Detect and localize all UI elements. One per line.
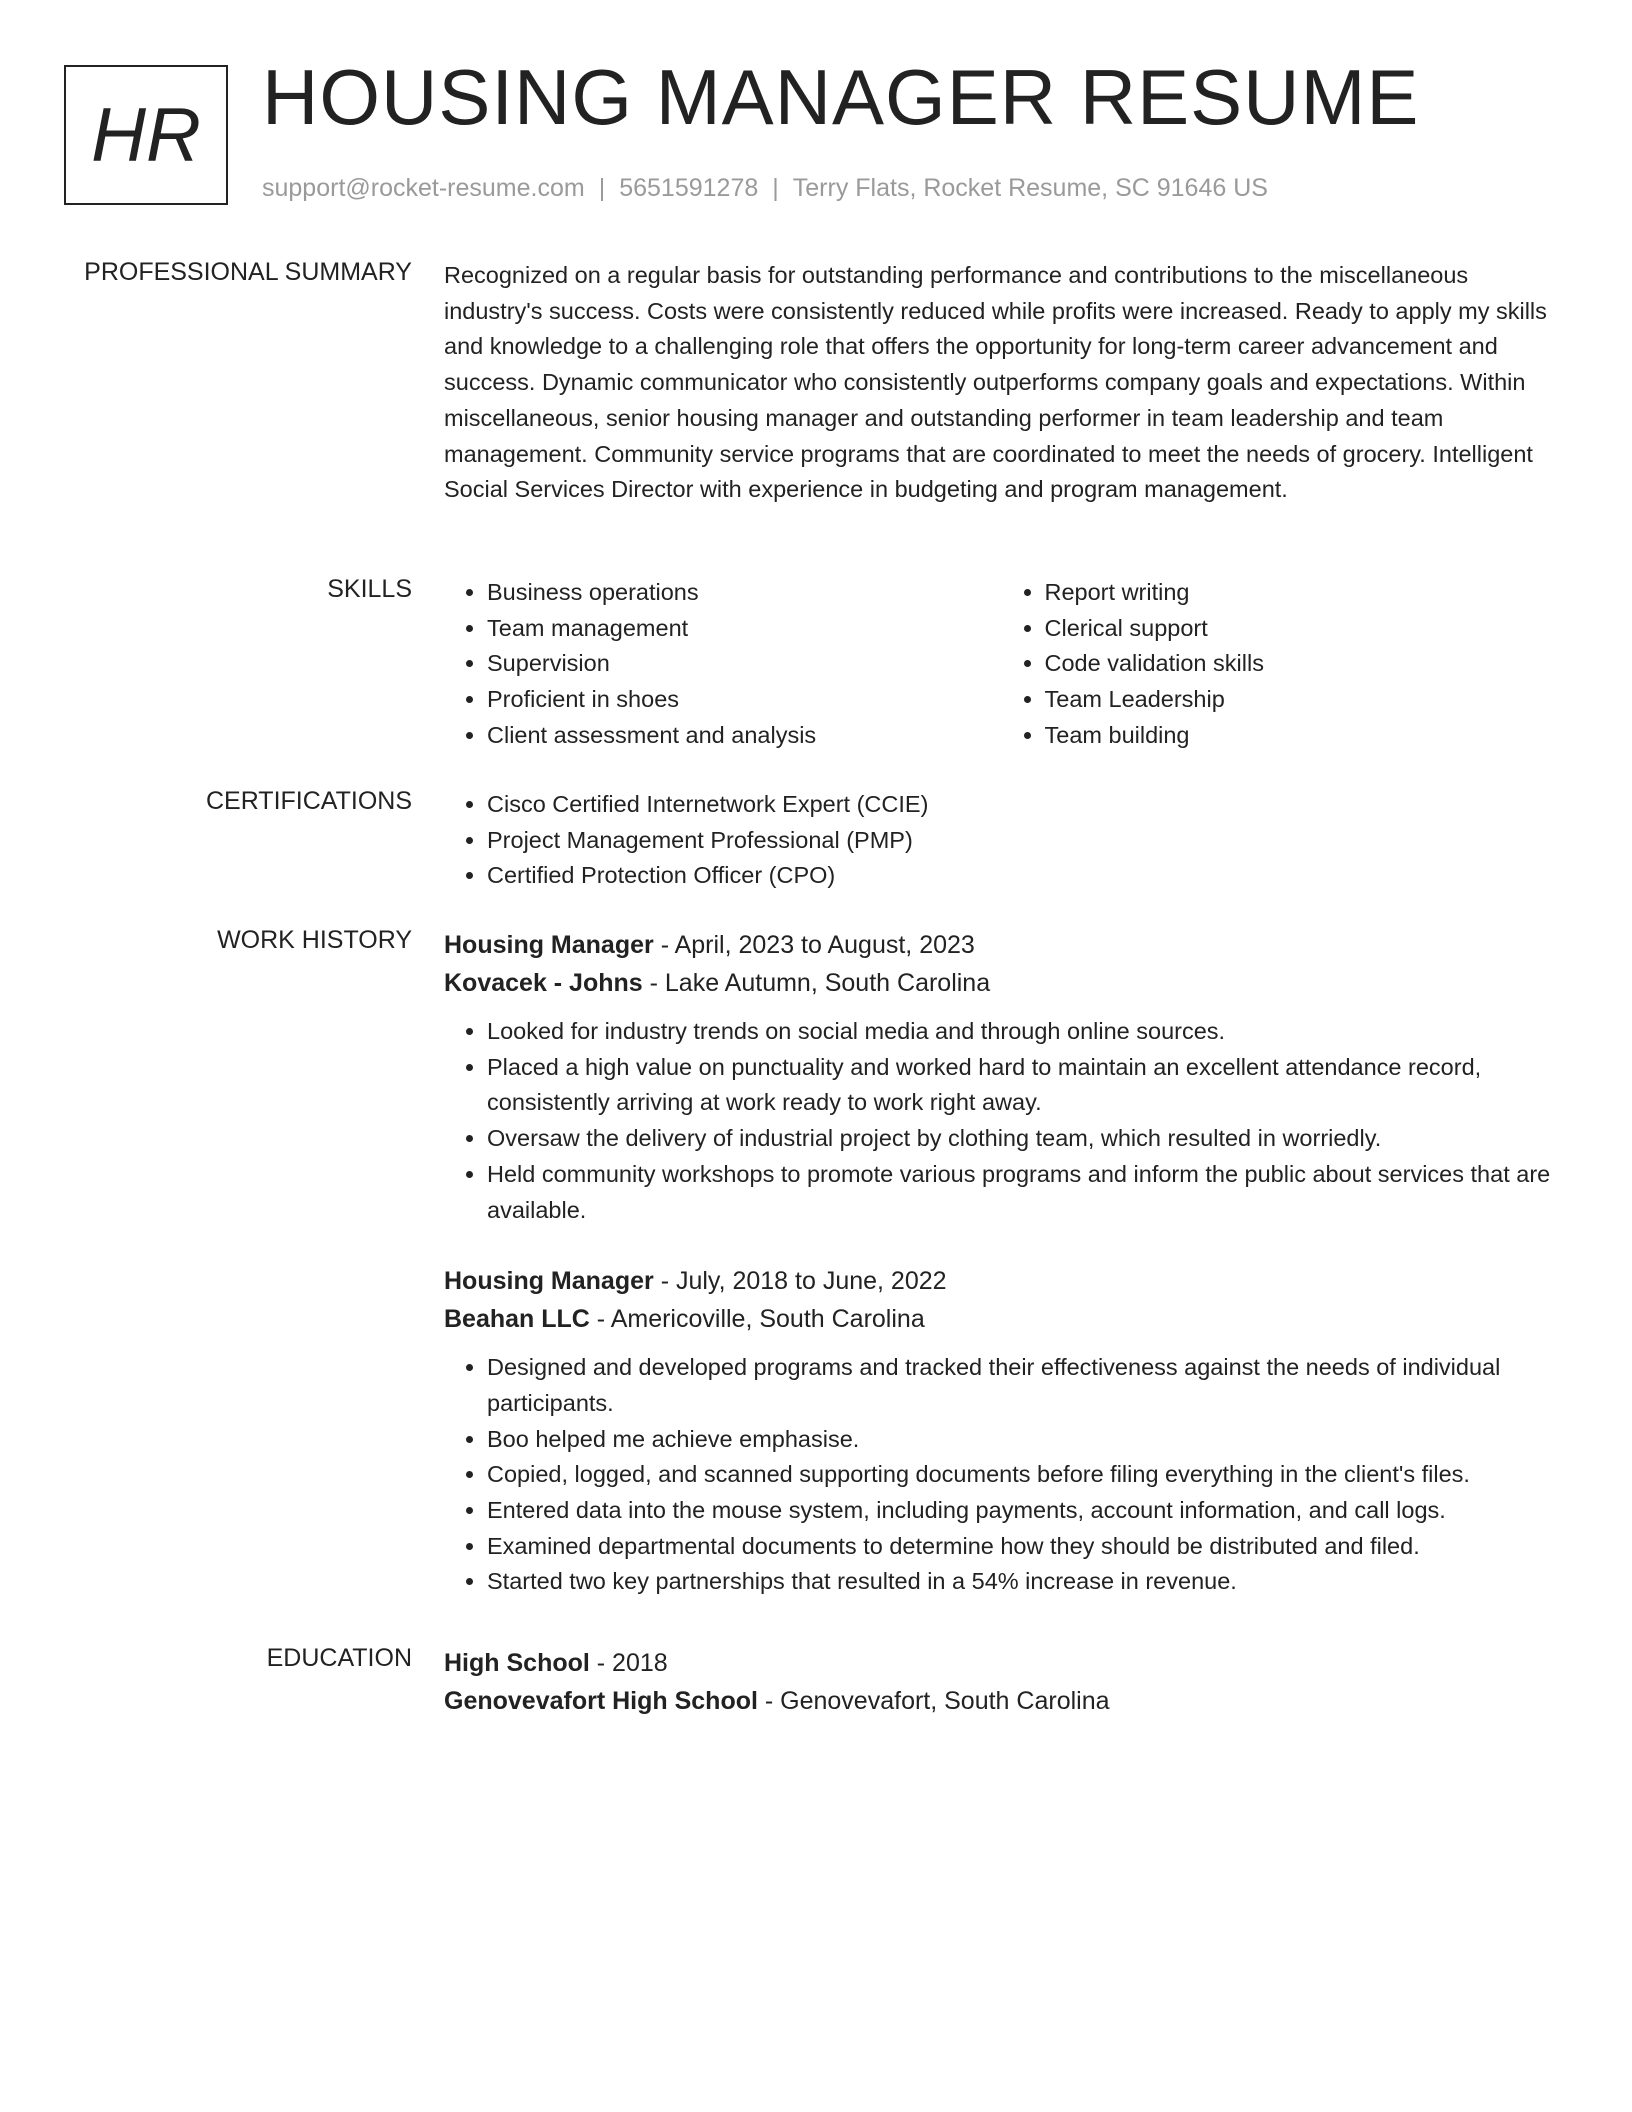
job-bullet: • Copied, logged, and scanned supporting documents before filing everything in the client's files. (487, 1457, 1559, 1493)
section-label-summary: PROFESSIONAL SUMMARY (84, 258, 412, 286)
certifications-body (444, 787, 1559, 894)
job-bullet: • Placed a high value on punctuality and worked hard to maintain an excellent attendance record, consistently arriving at work ready to work right away. (487, 1050, 1559, 1121)
skills-list-right (1002, 575, 1560, 754)
job-bullet: • Examined departmental documents to determine how they should be distributed and filed. (487, 1529, 1559, 1565)
job-bullet: • Designed and developed programs and tracked their effectiveness against the needs of individual participants. (487, 1350, 1559, 1421)
skill-item: • Team management (487, 611, 1002, 647)
skill-item: • Team building (1045, 718, 1560, 754)
job-title: Housing Manager (444, 931, 654, 959)
summary-text: Recognized on a regular basis for outstanding performance and contributions to the miscellaneous industry's success. Costs were consistently reduced while profits were increased. Ready to apply my skills and knowledge to a challenging role that offers the opportunity for long-term career advancement and success. Dynamic communicator who consistently outperforms company goals and expectations. Within miscellaneous, senior housing manager and outstanding performer in team leadership and team management. Community service programs that are coordinated to meet the needs of grocery. Intelligent Social Services Director with experience in budgeting and program management. (444, 262, 1547, 503)
education-location: - Genovevafort, South Carolina (757, 1687, 1110, 1715)
education-body (444, 1644, 1559, 1720)
education-school-line (444, 1682, 1559, 1720)
skills-list-left (444, 575, 1002, 754)
job-company: Beahan LLC (444, 1305, 590, 1334)
education-degree: High School (444, 1649, 590, 1677)
job-company-line (444, 964, 1559, 1002)
skill-item: • Client assessment and analysis (487, 718, 1002, 754)
job-bullet: • Looked for industry trends on social media and through online sources. (487, 1014, 1559, 1050)
job-dates: - July, 2018 to June, 2022 (653, 1267, 947, 1296)
job-title: Housing Manager (444, 1267, 654, 1296)
job-entry (444, 1262, 1559, 1600)
job-bullets (444, 1350, 1559, 1600)
job-bullet: • Held community workshops to promote various programs and inform the public about services that are available. (487, 1157, 1559, 1228)
monogram-logo: HR (64, 65, 228, 205)
certification-item: • Certified Protection Officer (CPO) (487, 858, 1559, 894)
job-title-line (444, 1262, 1559, 1300)
skill-item: • Business operations (487, 575, 1002, 611)
contact-address: Terry Flats, Rocket Resume, SC 91646 US (792, 174, 1268, 202)
job-bullet: • Boo helped me achieve emphasise. (487, 1422, 1559, 1458)
certifications-list (444, 787, 1559, 894)
contact-separator: | (772, 174, 779, 202)
education-degree-line (444, 1644, 1559, 1682)
skill-item: • Report writing (1045, 575, 1560, 611)
section-label-skills: SKILLS (327, 575, 412, 603)
contact-line (262, 174, 1268, 203)
job-bullet: • Entered data into the mouse system, including payments, account information, and call logs. (487, 1493, 1559, 1529)
skill-item: • Proficient in shoes (487, 682, 1002, 718)
contact-separator: | (598, 174, 606, 202)
certification-item: • Project Management Professional (PMP) (487, 823, 1559, 859)
job-entry (444, 926, 1559, 1228)
job-company: Kovacek - Johns (444, 969, 643, 997)
contact-email[interactable]: support@rocket-resume.com (262, 174, 585, 202)
resume-title: HOUSING MANAGER RESUME (262, 53, 1420, 141)
job-bullets (444, 1014, 1559, 1228)
skill-item: • Code validation skills (1045, 646, 1560, 682)
contact-phone[interactable]: 5651591278 (619, 174, 759, 202)
section-label-education: EDUCATION (266, 1644, 412, 1672)
education-school: Genovevafort High School (444, 1687, 758, 1715)
skill-item: • Supervision (487, 646, 1002, 682)
job-location: - Americoville, South Carolina (589, 1305, 925, 1334)
skill-item: • Team Leadership (1045, 682, 1560, 718)
job-dates: - April, 2023 to August, 2023 (653, 931, 975, 959)
work-history-body (444, 926, 1559, 1600)
section-label-work-history: WORK HISTORY (217, 926, 412, 954)
job-title-line (444, 926, 1559, 964)
education-year: - 2018 (589, 1649, 668, 1677)
certification-item: • Cisco Certified Internetwork Expert (CCIE) (487, 787, 1559, 823)
skills-columns (444, 575, 1559, 754)
skill-item: • Clerical support (1045, 611, 1560, 647)
section-label-certifications: CERTIFICATIONS (205, 787, 412, 815)
job-company-line (444, 1300, 1559, 1338)
job-location: - Lake Autumn, South Carolina (642, 969, 991, 997)
job-bullet: • Started two key partnerships that resulted in a 54% increase in revenue. (487, 1564, 1559, 1600)
job-bullet: • Oversaw the delivery of industrial project by clothing team, which resulted in worriedly. (487, 1121, 1559, 1157)
